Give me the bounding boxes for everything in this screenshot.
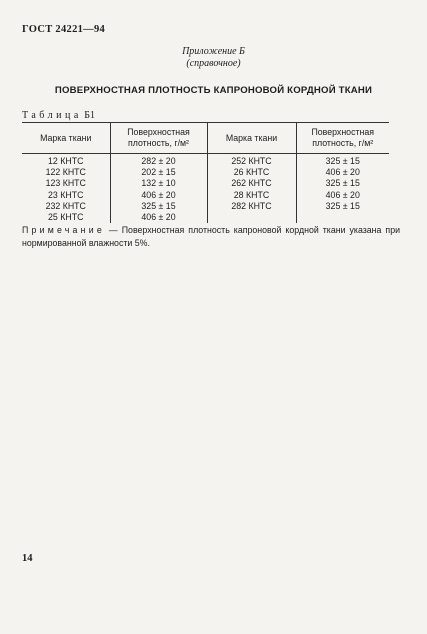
cell-density: [296, 212, 389, 223]
cell-mark: 252 КНТС: [207, 154, 296, 168]
cell-mark: 23 КНТС: [48, 189, 84, 200]
page-number: 14: [22, 553, 33, 564]
header-density-left: [110, 123, 207, 154]
table-caption-word: Таблица: [22, 110, 82, 121]
note-text: — Поверхностная плотность капроновой кордной ткани указана при нормированной влажности 5%.: [22, 225, 400, 248]
header-mark-left: Марка ткани: [22, 123, 110, 154]
cell-mark: 28 КНТС: [207, 190, 296, 201]
cell-mark: 25 КНТС: [48, 212, 84, 223]
table-row: [22, 190, 389, 201]
cell-mark: 282 КНТС: [207, 201, 296, 212]
table-row: [22, 154, 389, 168]
cell-mark: [207, 212, 296, 223]
cell-density: 325 ± 15: [110, 201, 207, 212]
table-row: [22, 178, 389, 189]
cell-density: 406 ± 20: [110, 212, 207, 223]
document-title: ПОВЕРХНОСТНАЯ ПЛОТНОСТЬ КАПРОНОВОЙ КОРДНОЙ ТКАНИ: [54, 85, 373, 96]
cell-density: 406 ± 20: [296, 167, 389, 178]
cell-density: 132 ± 10: [110, 178, 207, 189]
cell-mark: 12 КНТС: [48, 156, 84, 166]
cell-density: 325 ± 15: [296, 154, 389, 168]
table-row: [22, 167, 389, 178]
cell-mark: 262 КНТС: [207, 178, 296, 189]
table-note: [22, 224, 400, 249]
header-density-line2: плотность, г/м²: [127, 138, 189, 148]
appendix-label: Приложение Б: [182, 46, 245, 57]
cell-density: 325 ± 15: [296, 178, 389, 189]
appendix-type: (справочное): [186, 58, 241, 69]
header-density-line2: плотность, г/м²: [312, 138, 374, 148]
cell-mark: 122 КНТС: [45, 167, 86, 178]
table-row: [22, 212, 389, 223]
appendix-block: [0, 46, 427, 70]
cell-density: 325 ± 15: [296, 201, 389, 212]
cell-density: 406 ± 20: [296, 190, 389, 201]
note-lead: Примечание: [22, 225, 105, 235]
table-caption-number: Б1: [84, 110, 96, 121]
cell-mark: 26 КНТС: [207, 167, 296, 178]
table-caption: [22, 110, 95, 121]
table-header-row: [22, 123, 389, 154]
header-mark-right: Марка ткани: [207, 123, 296, 154]
header-density-line1: Поверхностная: [311, 127, 375, 137]
cell-density: 282 ± 20: [110, 154, 207, 168]
table-row: [22, 201, 389, 212]
cell-mark: 232 КНТС: [45, 200, 86, 211]
doc-code: ГОСТ 24221—94: [22, 24, 106, 35]
cell-density: 406 ± 20: [110, 190, 207, 201]
cell-density: 202 ± 15: [110, 167, 207, 178]
density-table: [22, 122, 389, 223]
header-density-right: [296, 123, 389, 154]
cell-mark: 123 КНТС: [45, 178, 86, 189]
header-density-line1: Поверхностная: [127, 127, 190, 137]
